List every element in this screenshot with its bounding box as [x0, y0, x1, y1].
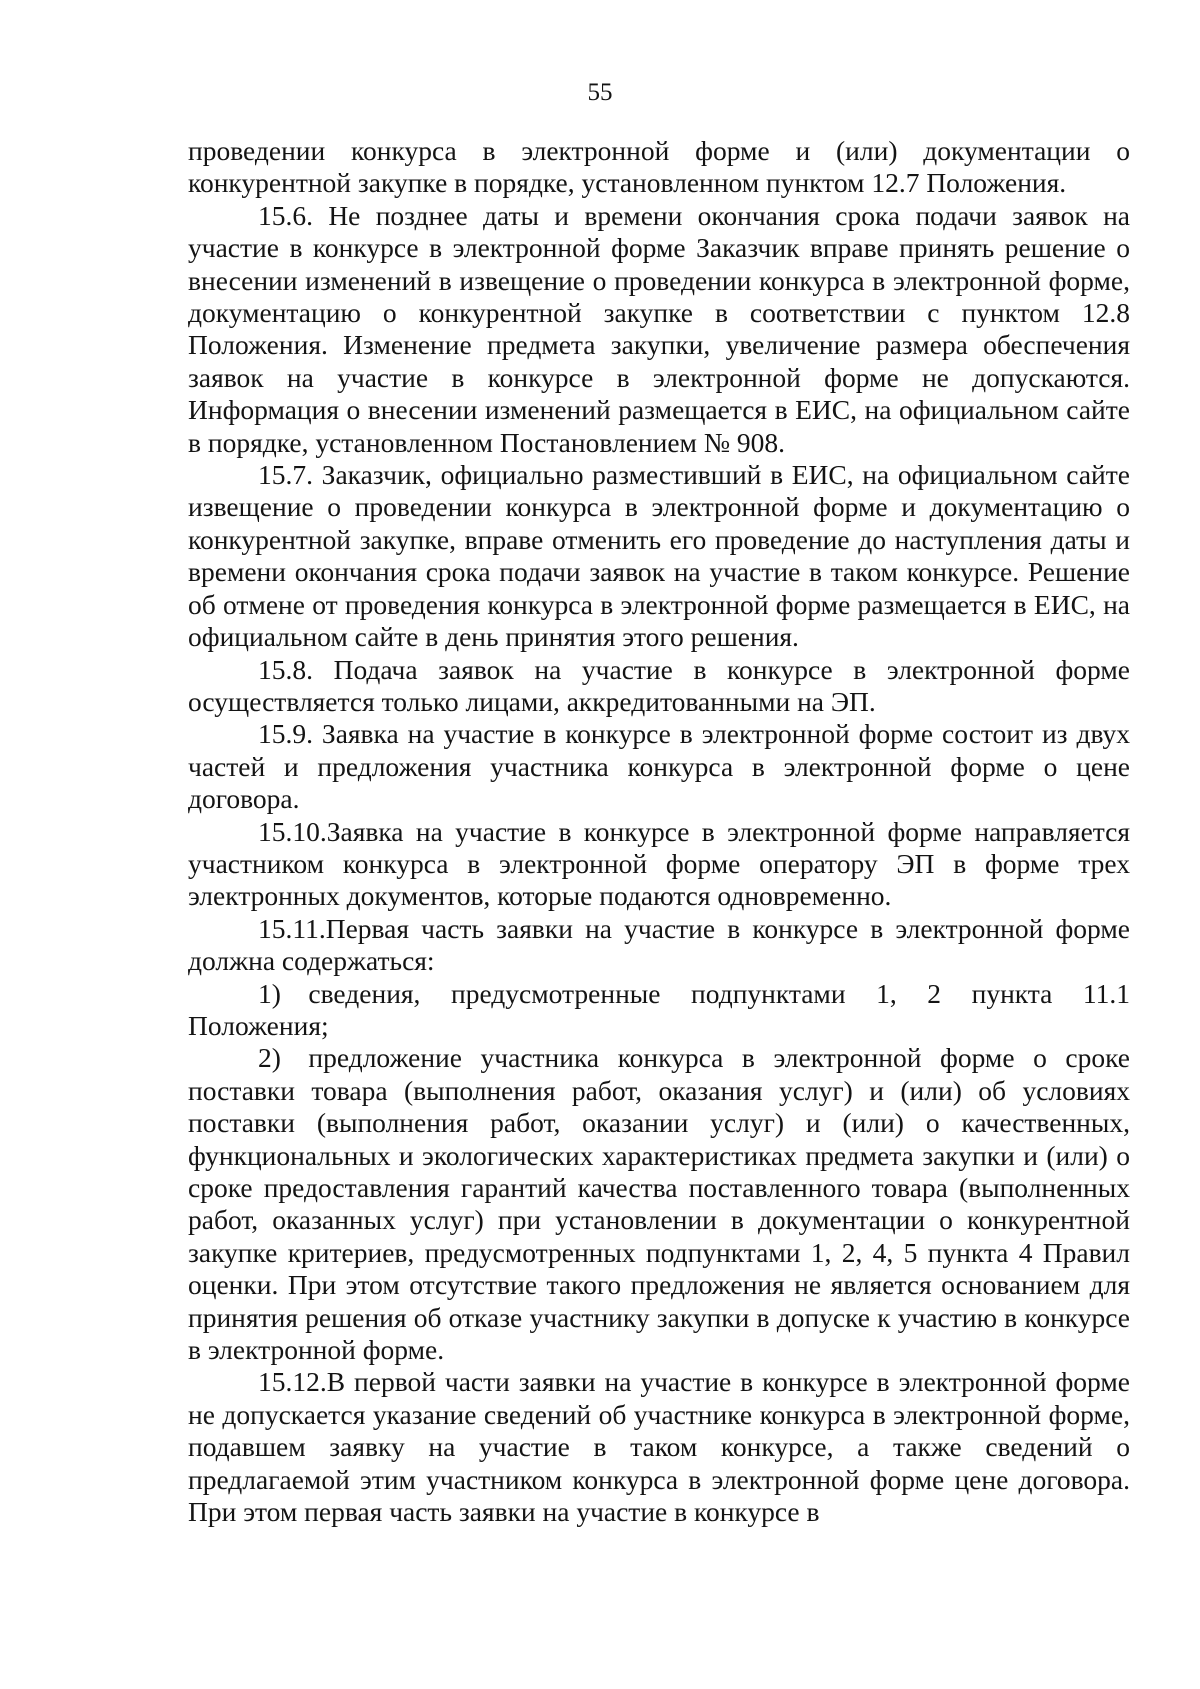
paragraph-15-8: 15.8. Подача заявок на участие в конкурсе в электронной форме осуществляется только лицами, аккредитованными на ЭП. — [188, 653, 1130, 717]
list-item-2: 2) предложение участника конкурса в электронной форме о сроке поставки товара (выполнения работ, оказания услуг) и (или) об условиях поставки (выполнения работ, оказании услуг) и (или) о качественных, функциональных и экологических характеристиках предмета закупки и (или) о сроке предоставления гарантий качества поставленного товара (выполненных работ, оказанных услуг) при установлении в документации о конкурентной закупке критериев, предусмотренных подпунктами 1, 2, 4, 5 пункта 4 Правил оценки. При этом отсутствие такого предложения не является основанием для принятия решения об отказе участнику закупки в допуске к участию в конкурсе в электронной форме. — [188, 1042, 1130, 1366]
paragraph-15-6: 15.6. Не позднее даты и времени окончания срока подачи заявок на участие в конкурсе в электронной форме Заказчик вправе принять решение о внесении изменений в извещение о проведении конкурса в электронной форме, документацию о конкурентной закупке в соответствии с пунктом 12.8 Положения. Изменение предмета закупки, увеличение размера обеспечения заявок на участие в конкурсе в электронной форме не допускаются. Информация о внесении изменений размещается в ЕИС, на официальном сайте в порядке, установленном Постановлением № 908. — [188, 199, 1130, 458]
page-number: 55 — [587, 79, 613, 106]
paragraph-15-9: 15.9. Заявка на участие в конкурсе в электронной форме состоит из двух частей и предложения участника конкурса в электронной форме о цене договора. — [188, 718, 1130, 815]
paragraph-15-12: 15.12.В первой части заявки на участие в конкурсе в электронной форме не допускается указание сведений об участнике конкурса в электронной форме, подавшем заявку на участие в таком конкурсе, а также сведений о предлагаемой этим участником конкурса в электронной форме цене договора. При этом первая часть заявки на участие в конкурсе в — [188, 1366, 1130, 1528]
paragraph-continuation: проведении конкурса в электронной форме и (или) документации о конкурентной закупке в порядке, установленном пунктом 12.7 Положения. — [188, 135, 1130, 199]
document-body — [188, 135, 1130, 1528]
paragraph-15-10: 15.10.Заявка на участие в конкурсе в электронной форме направляется участником конкурса в электронной форме оператору ЭП в форме трех электронных документов, которые подаются одновременно. — [188, 815, 1130, 912]
list-item-1: 1) сведения, предусмотренные подпунктами 1, 2 пункта 11.1 Положения; — [188, 977, 1130, 1041]
paragraph-15-7: 15.7. Заказчик, официально разместивший в ЕИС, на официальном сайте извещение о проведении конкурса в электронной форме и документацию о конкурентной закупке, вправе отменить его проведение до наступления даты и времени окончания срока подачи заявок на участие в таком конкурсе. Решение об отмене от проведения конкурса в электронной форме размещается в ЕИС, на официальном сайте в день принятия этого решения. — [188, 459, 1130, 653]
paragraph-15-11: 15.11.Первая часть заявки на участие в конкурсе в электронной форме должна содержаться: — [188, 912, 1130, 977]
